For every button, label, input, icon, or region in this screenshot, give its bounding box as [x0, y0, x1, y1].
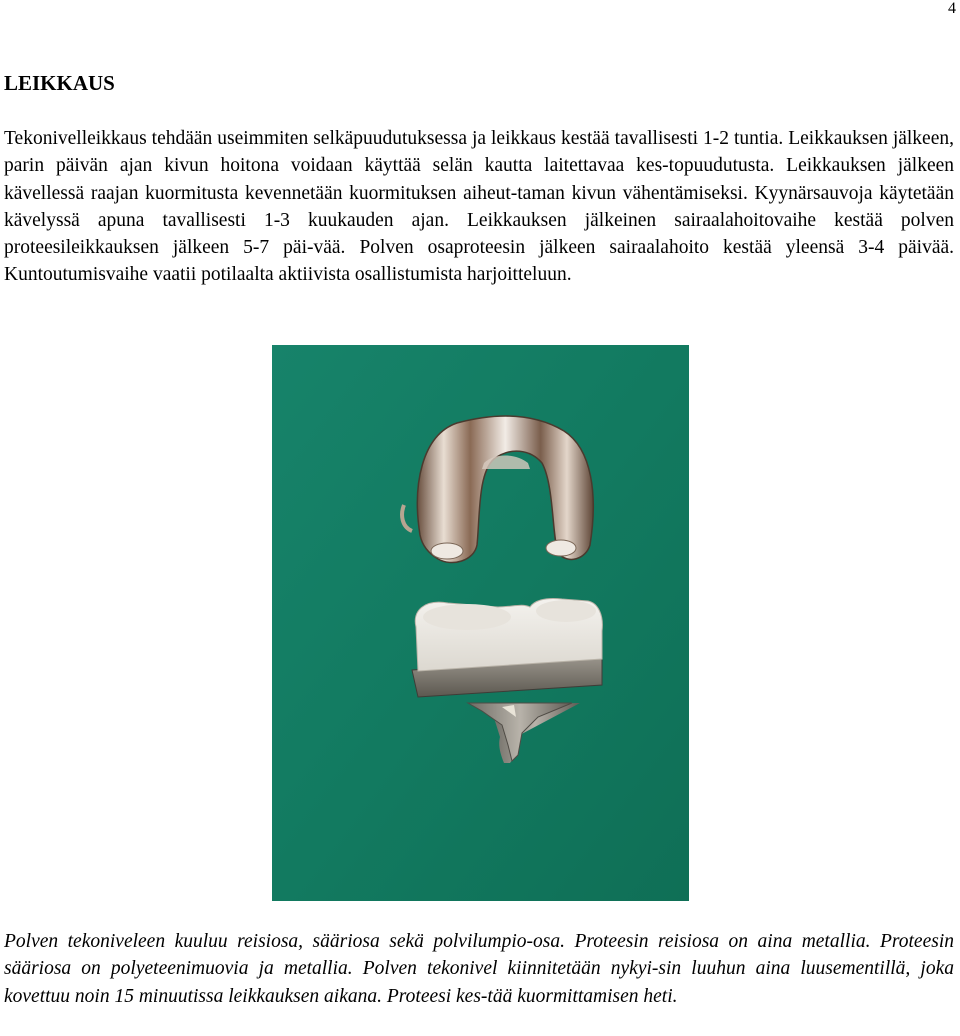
- page-number: 4: [948, 0, 956, 17]
- section-heading: LEIKKAUS: [4, 71, 115, 95]
- body-paragraph: Tekonivelleikkaus tehdään useimmiten selkäpuudutuksessa ja leikkaus kestää tavallisesti 1-2 tuntia. Leikkauksen jälkeen, parin päivän ajan kivun hoitona voidaan käyttää selän kautta laitettavaa kes-topuudutusta. Leikkauksen jälkeen kävellessä raajan kuormitusta kevennetään kuormituksen aiheut-taman kivun vähentämiseksi. Kyynärsauvoja käytetään kävelyssä apuna tavallisesti 1-3 kuukauden ajan. Leikkauksen jälkeinen sairaalahoitovaihe kestää polven proteesileikkauksen jälkeen 5-7 päi-vää. Polven osaproteesin jälkeen sairaalahoito kestää yleensä 3-4 päivää. Kuntoutumisvaihe vaatii potilaalta aktiivista osallistumista harjoitteluun.: [4, 128, 954, 286]
- knee-prosthesis-illustration: [272, 345, 689, 901]
- knee-prosthesis-photo: [272, 345, 689, 901]
- figure-caption: Polven tekoniveleen kuuluu reisiosa, sääriosa sekä polvilumpio-osa. Proteesin reisiosa on aina metallia. Proteesin sääriosa on polyeteenimuovia ja metallia. Polven tekonivel kiinnitetään nykyi-sin luuhun aina luusementillä, joka kovettuu noin 15 minuutissa leikkauksen aikana. Proteesi kes-tää kuormittamisen heti.: [4, 931, 954, 1007]
